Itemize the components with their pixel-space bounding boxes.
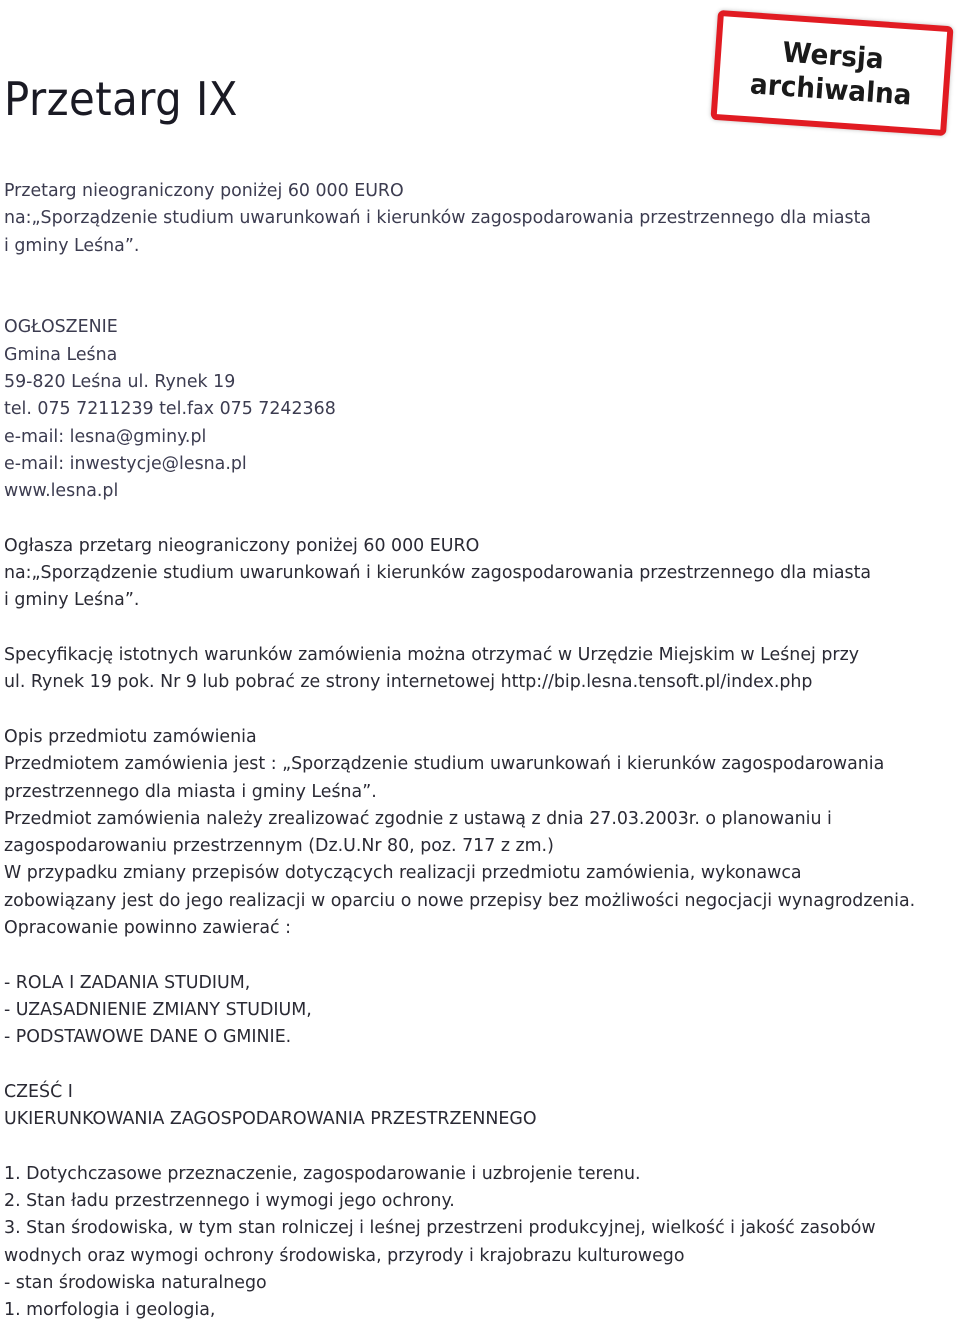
organization-website: www.lesna.pl: [4, 481, 119, 502]
spacer: [4, 260, 960, 287]
list-item: 2. Stan ładu przestrzennego i wymogi jego ochrony.: [4, 1190, 455, 1211]
subject-section: [4, 724, 960, 942]
intro-line: na:„Sporządzenie studium uwarunkowań i kierunków zagospodarowania przestrzennego dla miasta: [4, 208, 872, 229]
spacer: [4, 287, 960, 314]
organization-address: 59-820 Leśna ul. Rynek 19: [4, 372, 236, 393]
part-heading: CZEŚĆ I: [4, 1081, 73, 1102]
organization-email: e-mail: lesna@gminy.pl: [4, 426, 207, 447]
list-item: - ROLA I ZADANIA STUDIUM,: [4, 972, 251, 993]
list-item: 1. morfologia i geologia,: [4, 1300, 216, 1321]
list-item: - PODSTAWOWE DANE O GMINIE.: [4, 1027, 292, 1048]
notice-heading: OGŁOSZENIE: [4, 317, 118, 338]
contents-list: [4, 970, 960, 1052]
announcement-line: na:„Sporządzenie studium uwarunkowań i kierunków zagospodarowania przestrzennego dla miasta: [4, 563, 872, 584]
organization-phone: tel. 075 7211239 tel.fax 075 7242368: [4, 399, 336, 420]
spacer: [4, 1133, 960, 1160]
announcement-line: i gminy Leśna”.: [4, 590, 140, 611]
contact-section: [4, 314, 960, 505]
spacer: [4, 942, 960, 969]
page-title: Przetarg IX: [4, 72, 238, 126]
announcement-section: [4, 533, 960, 615]
subject-line: Przedmiot zamówienia należy zrealizować zgodnie z ustawą z dnia 27.03.2003r. o planowaniu i: [4, 808, 832, 829]
part1-items: [4, 1161, 960, 1324]
subject-line: Przedmiotem zamówienia jest : „Sporządzenie studium uwarunkowań i kierunków zagospodarowania: [4, 754, 885, 775]
announcement-line: Ogłasza przetarg nieograniczony poniżej 60 000 EURO: [4, 535, 480, 556]
part-subheading: UKIERUNKOWANIA ZAGOSPODAROWANIA PRZESTRZENNEGO: [4, 1109, 537, 1130]
spacer: [4, 506, 960, 533]
spacer: [4, 615, 960, 642]
stamp-line-1: Wersja: [781, 35, 885, 76]
subject-line: W przypadku zmiany przepisów dotyczących realizacji przedmiotu zamówienia, wykonawca: [4, 863, 802, 884]
list-item: - UZASADNIENIE ZMIANY STUDIUM,: [4, 999, 312, 1020]
archive-version-stamp: [710, 10, 953, 136]
subject-line: zobowiązany jest do jego realizacji w oparciu o nowe przepisy bez możliwości negocjacji wynagrodzenia.: [4, 890, 916, 911]
part1-heading-section: [4, 1079, 960, 1134]
intro-line: i gminy Leśna”.: [4, 235, 140, 256]
document-body: [4, 178, 960, 1324]
list-item: 1. Dotychczasowe przeznaczenie, zagospodarowanie i uzbrojenie terenu.: [4, 1163, 641, 1184]
list-item: - stan środowiska naturalnego: [4, 1272, 267, 1293]
spacer: [4, 697, 960, 724]
subject-line: zagospodarowaniu przestrzennym (Dz.U.Nr 80, poz. 717 z zm.): [4, 836, 554, 857]
subject-line: Opracowanie powinno zawierać :: [4, 918, 291, 939]
list-item: wodnych oraz wymogi ochrony środowiska, przyrody i krajobrazu kulturowego: [4, 1245, 685, 1266]
specification-line: Specyfikację istotnych warunków zamówienia można otrzymać w Urzędzie Miejskim w Leśnej przy: [4, 645, 859, 666]
stamp-line-2: archiwalna: [749, 67, 913, 112]
intro-section: [4, 178, 960, 260]
spacer: [4, 1052, 960, 1079]
intro-line: Przetarg nieograniczony poniżej 60 000 EURO: [4, 181, 404, 201]
specification-line: ul. Rynek 19 pok. Nr 9 lub pobrać ze strony internetowej http://bip.lesna.tensoft.pl/index.php: [4, 672, 813, 693]
organization-name: Gmina Leśna: [4, 344, 118, 365]
subject-heading: Opis przedmiotu zamówienia: [4, 726, 257, 747]
organization-email: e-mail: inwestycje@lesna.pl: [4, 453, 247, 474]
specification-section: [4, 642, 960, 697]
list-item: 3. Stan środowiska, w tym stan rolniczej i leśnej przestrzeni produkcyjnej, wielkość i jakość zasobów: [4, 1218, 876, 1239]
subject-line: przestrzennego dla miasta i gminy Leśna”.: [4, 781, 377, 802]
